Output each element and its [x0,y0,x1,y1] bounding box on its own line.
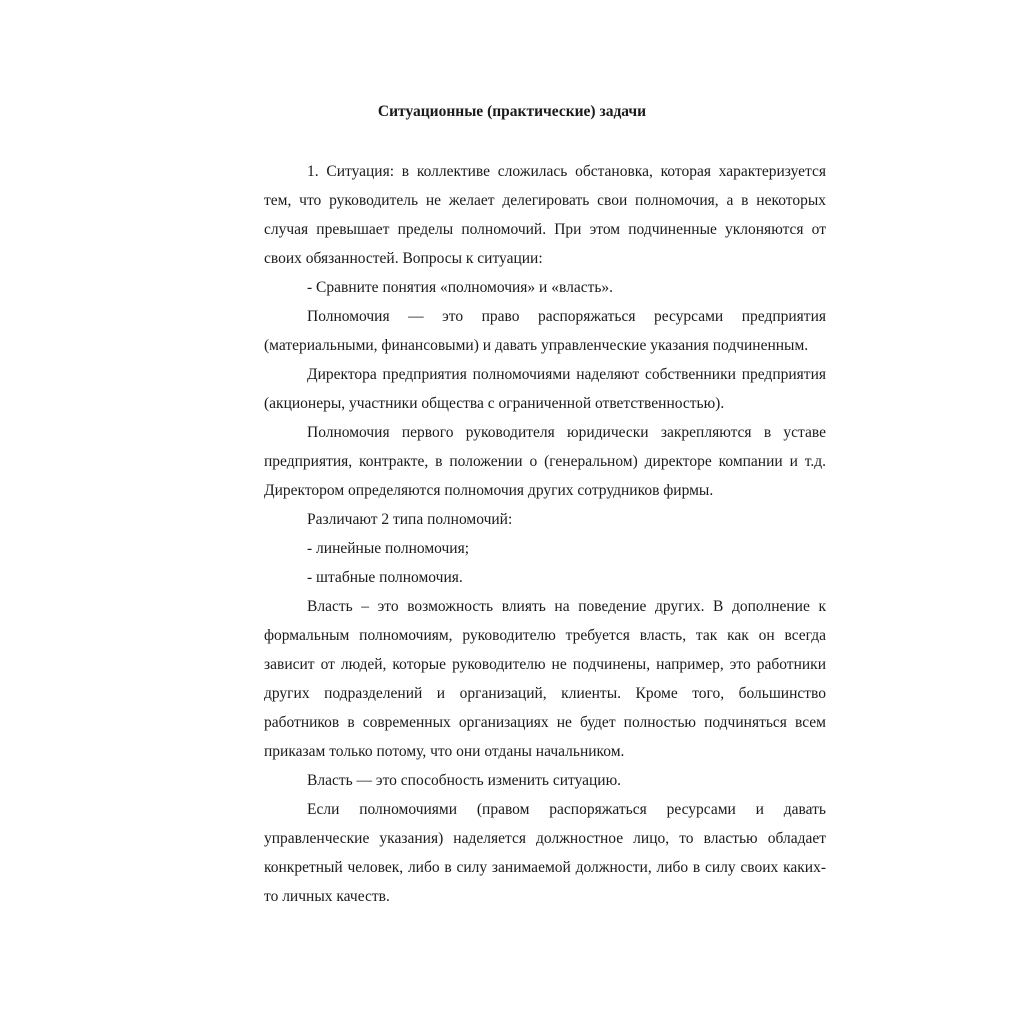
paragraph: - линейные полномочия; [307,540,470,557]
document-body [264,157,826,954]
document-title: Ситуационные (практические) задачи [377,103,647,120]
paragraph: Полномочия первого руководителя юридически закрепляются в уставе предприятия, контракте, в положении о (генеральном) директоре компании и т.д. Директором определяются полномочия других сотрудников фирмы. [264,424,826,499]
paragraph: Власть — это способность изменить ситуацию. [307,772,622,789]
paragraph: Если полномочиями (правом распоряжаться ресурсами и давать управленческие указания) наделяется должностное лицо, то властью обладает конкретный человек, либо в силу занимаемой должности, либо в силу своих каких-то личных качеств. [264,801,826,905]
paragraph: - штабные полномочия. [307,569,463,586]
paragraph: - Сравните понятия «полномочия» и «власть». [307,279,614,296]
paragraph: Директора предприятия полномочиями наделяют собственники предприятия (акционеры, участники общества с ограниченной ответственностью). [264,366,826,412]
paragraph: 1. Ситуация: в коллективе сложилась обстановка, которая характеризуется тем, что руководитель не желает делегировать свои полномочия, а в некоторых случая превышает пределы полномочий. При этом подчиненные уклоняются от своих обязанностей. Вопросы к ситуации: [264,163,826,267]
paragraph: Различают 2 типа полномочий: [307,511,513,528]
paragraph: Власть – это возможность влиять на поведение других. В дополнение к формальным полномочиям, руководителю требуется власть, так как он всегда зависит от людей, которые руководителю не подчинены, например, это работники других подразделений и организаций, клиенты. Кроме того, большинство работников в современных организациях не будет полностью подчиняться всем приказам только потому, что они отданы начальником. [264,598,826,760]
paragraph: Полномочия — это право распоряжаться ресурсами предприятия (материальными, финансовыми) и давать управленческие указания подчиненным. [264,308,826,354]
